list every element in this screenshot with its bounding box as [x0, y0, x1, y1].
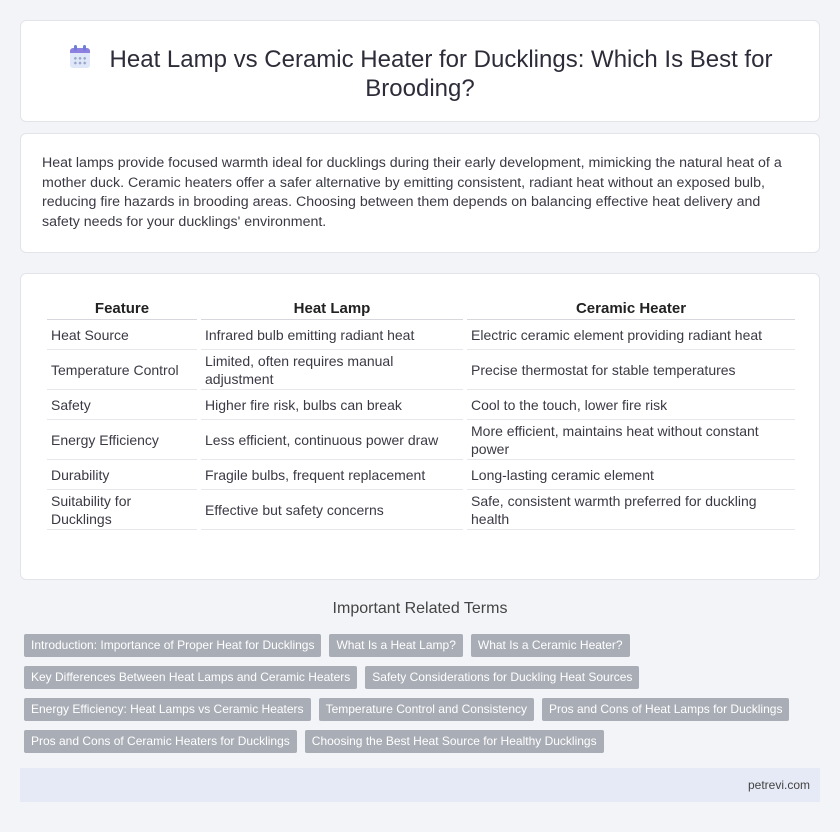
tag-row — [24, 666, 639, 689]
related-term-tag[interactable]: Pros and Cons of Heat Lamps for Ducklings — [542, 698, 789, 721]
table-row — [47, 350, 795, 390]
page-title: Heat Lamp vs Ceramic Heater for Ducklings: Which Is Best for Brooding? — [109, 46, 773, 102]
header-feature: Feature — [47, 296, 197, 320]
cell-ceramic-heater: Cool to the touch, lower fire risk — [467, 390, 795, 420]
related-term-tag[interactable]: Choosing the Best Heat Source for Healthy Ducklings — [305, 730, 604, 753]
table-row — [47, 390, 795, 420]
related-term-tag[interactable]: Temperature Control and Consistency — [319, 698, 534, 721]
cell-feature: Suitability for Ducklings — [47, 490, 197, 530]
tag-row — [24, 634, 630, 657]
cell-ceramic-heater: More efficient, maintains heat without constant power — [467, 420, 795, 460]
comparison-card — [20, 273, 820, 580]
header-ceramic-heater: Ceramic Heater — [467, 296, 795, 320]
cell-feature: Energy Efficiency — [47, 420, 197, 460]
header-heat-lamp: Heat Lamp — [201, 296, 463, 320]
cell-feature: Durability — [47, 460, 197, 490]
table-row — [47, 320, 795, 350]
cell-ceramic-heater: Electric ceramic element providing radiant heat — [467, 320, 795, 350]
cell-feature: Temperature Control — [47, 350, 197, 390]
tag-row — [24, 698, 789, 721]
tag-row — [24, 730, 604, 753]
table-row — [47, 420, 795, 460]
site-name[interactable]: petrevi.com — [747, 778, 810, 792]
cell-heat-lamp: Limited, often requires manual adjustment — [201, 350, 463, 390]
intro-card — [20, 133, 820, 253]
table-row — [47, 460, 795, 490]
cell-feature: Heat Source — [47, 320, 197, 350]
calendar-icon — [68, 45, 92, 69]
related-term-tag[interactable]: Introduction: Importance of Proper Heat for Ducklings — [24, 634, 321, 657]
related-terms-title: Important Related Terms — [332, 600, 508, 617]
related-term-tag[interactable]: Pros and Cons of Ceramic Heaters for Ducklings — [24, 730, 297, 753]
title-card — [20, 20, 820, 122]
cell-heat-lamp: Effective but safety concerns — [201, 490, 463, 530]
intro-paragraph: Heat lamps provide focused warmth ideal for ducklings during their early development, mimicking the natural heat of a mother duck. Ceramic heaters offer a safer alternative by emitting consistent, radiant heat without an exposed bulb, reducing fire hazards in brooding areas. Choosing between them depends on balancing effective heat delivery and safety needs for your ducklings' environment. — [42, 155, 782, 230]
cell-heat-lamp: Infrared bulb emitting radiant heat — [201, 320, 463, 350]
cell-heat-lamp: Less efficient, continuous power draw — [201, 420, 463, 460]
footer — [20, 768, 820, 802]
related-term-tag[interactable]: Key Differences Between Heat Lamps and Ceramic Heaters — [24, 666, 357, 689]
cell-feature: Safety — [47, 390, 197, 420]
cell-heat-lamp: Higher fire risk, bulbs can break — [201, 390, 463, 420]
related-term-tag[interactable]: What Is a Heat Lamp? — [329, 634, 462, 657]
table-header-row — [47, 296, 795, 320]
cell-ceramic-heater: Precise thermostat for stable temperatures — [467, 350, 795, 390]
related-term-tag[interactable]: Energy Efficiency: Heat Lamps vs Ceramic Heaters — [24, 698, 311, 721]
table-row — [47, 490, 795, 530]
comparison-table — [43, 296, 799, 530]
related-term-tag[interactable]: What Is a Ceramic Heater? — [471, 634, 630, 657]
cell-ceramic-heater: Long-lasting ceramic element — [467, 460, 795, 490]
cell-heat-lamp: Fragile bulbs, frequent replacement — [201, 460, 463, 490]
related-term-tag[interactable]: Safety Considerations for Duckling Heat Sources — [365, 666, 639, 689]
cell-ceramic-heater: Safe, consistent warmth preferred for duckling health — [467, 490, 795, 530]
